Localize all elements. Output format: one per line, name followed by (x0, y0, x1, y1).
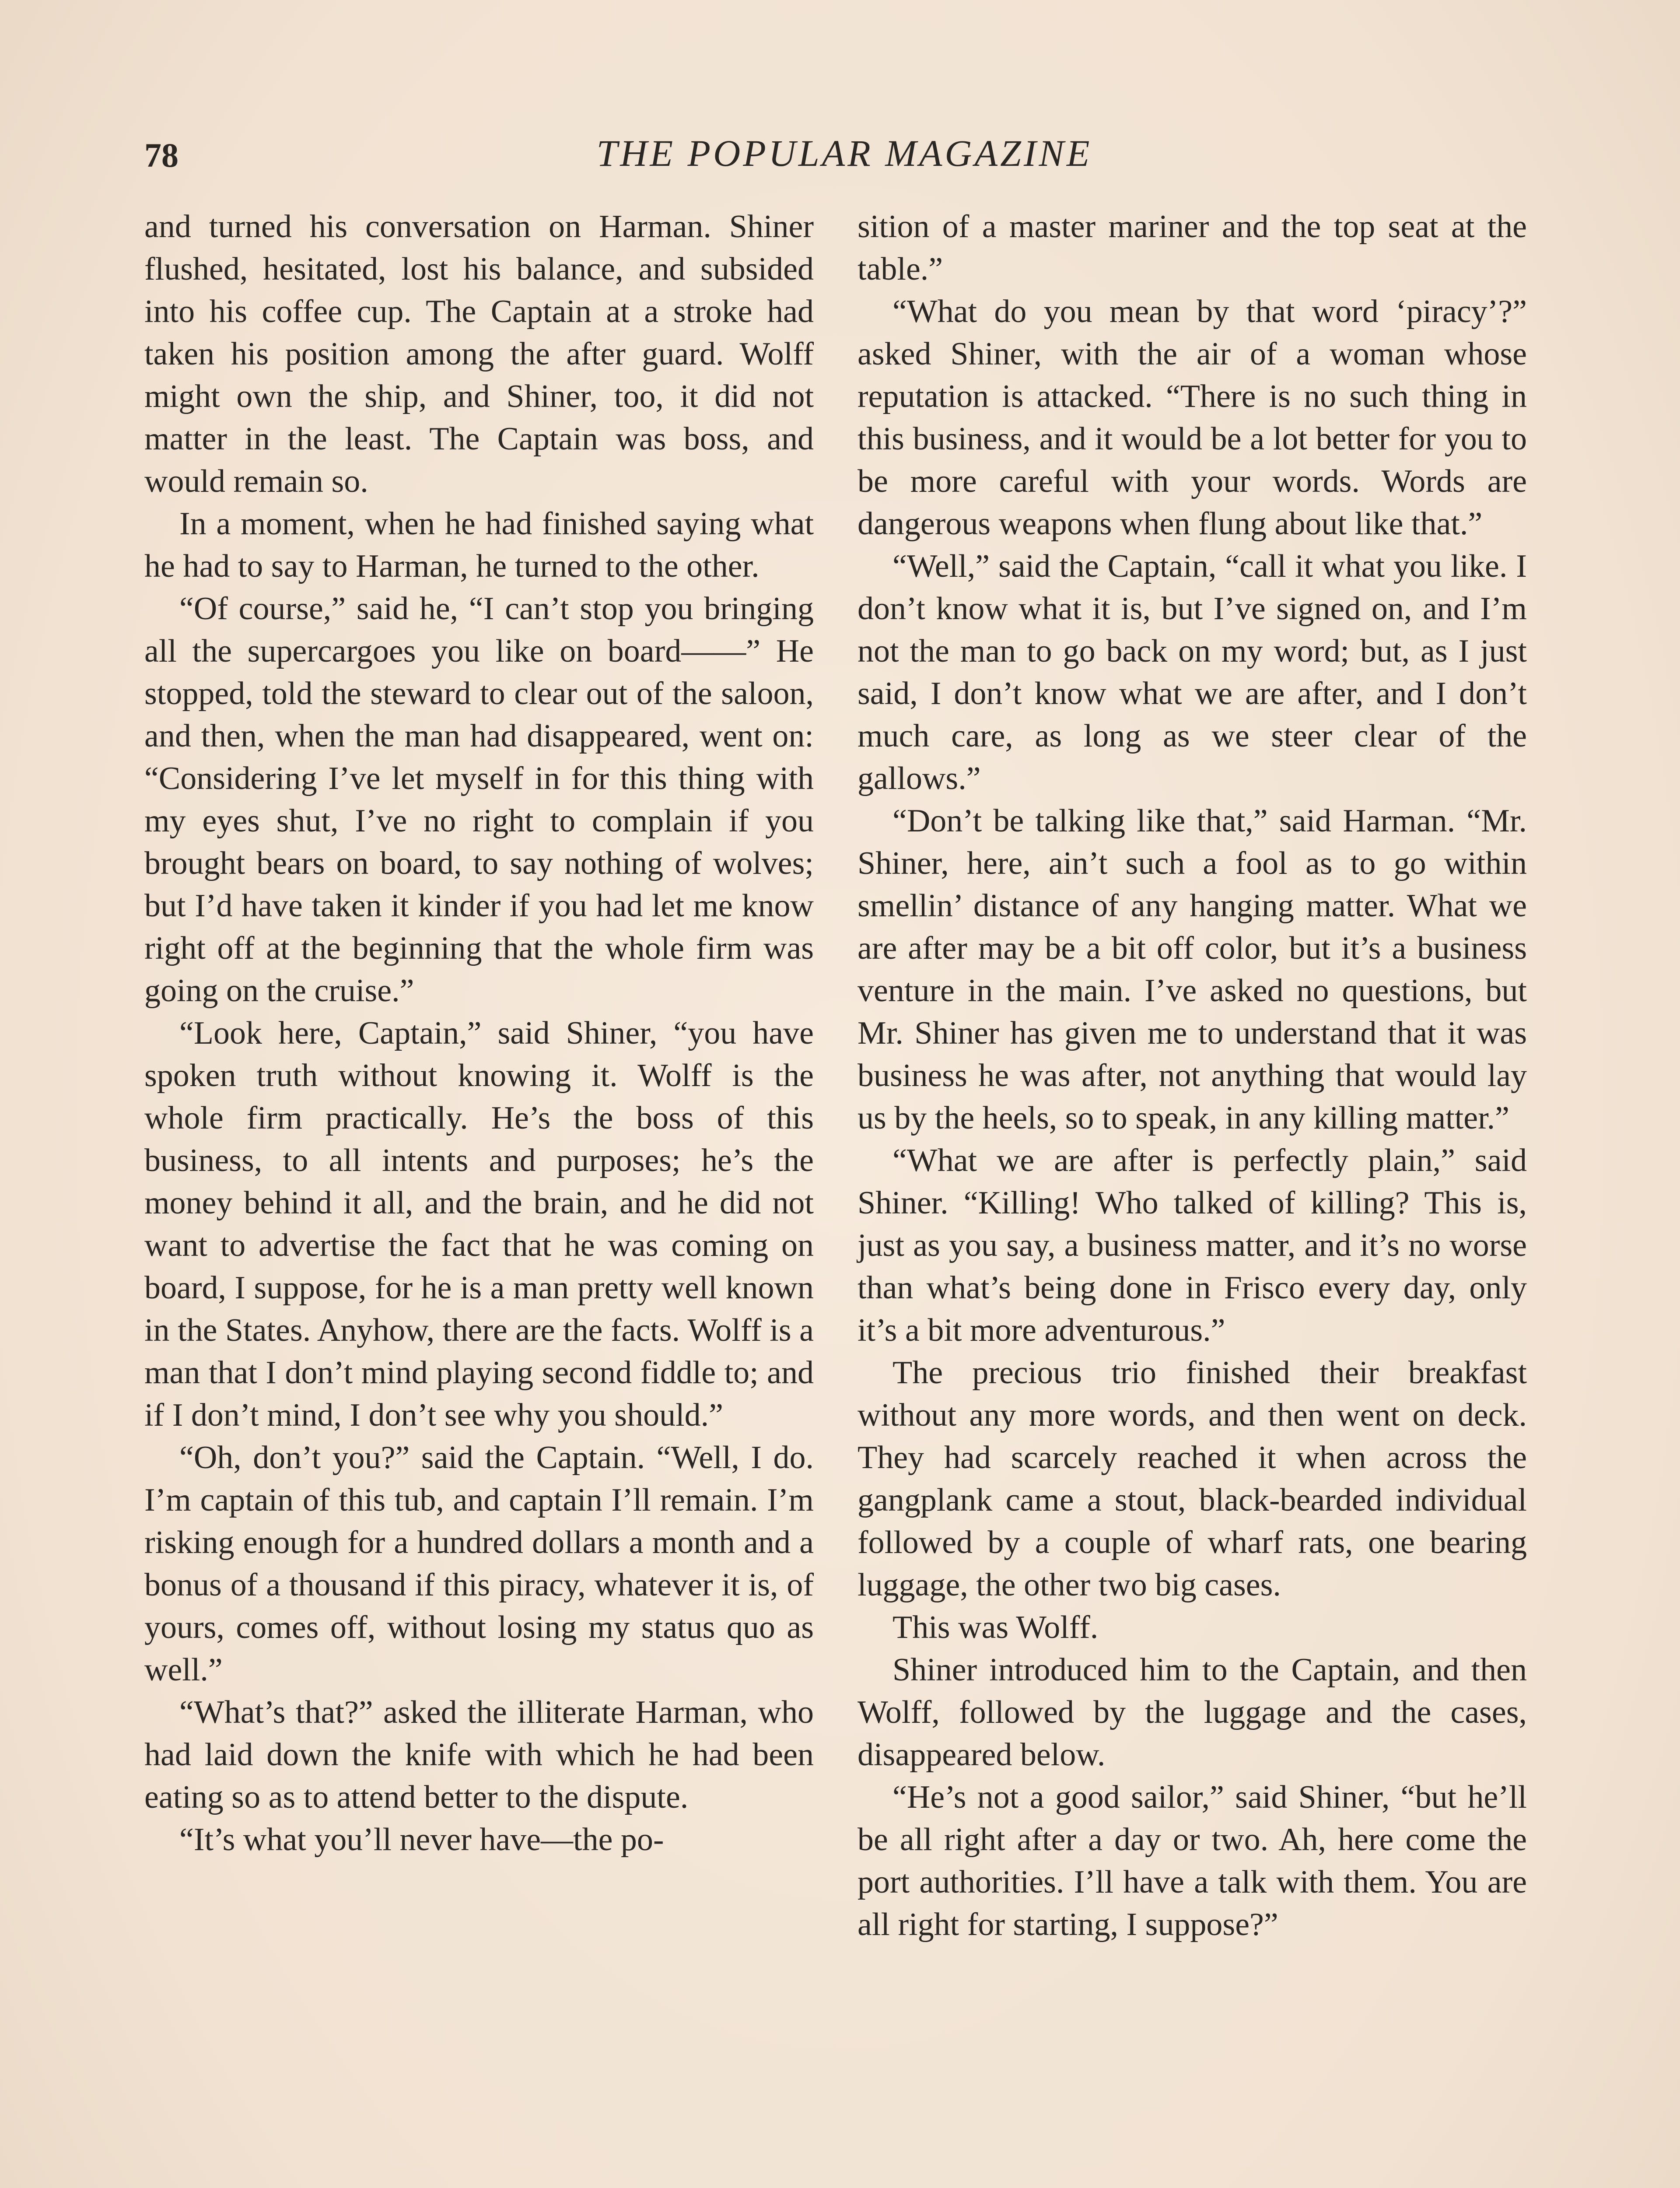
paragraph: and turned his conversation on Harman. Shiner flushed, hesitated, lost his balance, and subsided into his coffee cup. The Captain at a stroke had taken his position among the after guard. Wolff might own the ship, and Shiner, too, it did not matter in the least. The Captain was boss, and would remain so. (144, 209, 814, 499)
right-column (858, 206, 1527, 1946)
paragraph: In a moment, when he had finished saying what he had to say to Harman, he turned to the other. (144, 506, 814, 584)
paragraph: “Look here, Captain,” said Shiner, “you have spoken truth without knowing it. Wolff is the whole firm practically. He’s the boss of this business, to all intents and purposes; he’s the money behind it all, and the brain, and he did not want to advertise the fact that he was coming on board, I suppose, for he is a man pretty well known in the States. Anyhow, there are the facts. Wolff is a man that I don’t mind playing second fiddle to; and if I don’t mind, I don’t see why you should.” (144, 1015, 814, 1433)
left-column (144, 206, 814, 1861)
paragraph: “Well,” said the Captain, “call it what you like. I don’t know what it is, but I’ve signed on, and I’m not the man to go back on my word; but, as I just said, I don’t know what we are after, and I don’t much care, as long as we steer clear of the gallows.” (858, 548, 1527, 796)
paragraph: This was Wolff. (892, 1609, 1099, 1645)
paragraph: “Of course,” said he, “I can’t stop you bringing all the supercargoes you like on board——” He stopped, told the steward to clear out of the saloon, and then, when the man had disappeared, went on: “Considering I’ve let myself in for this thing with my eyes shut, I’ve no right to complain if you brought bears on board, to say nothing of wolves; but I’d have taken it kinder if you had let me know right off at the beginning that the whole firm was going on the cruise.” (144, 591, 814, 1009)
paragraph: sition of a master mariner and the top seat at the table.” (858, 209, 1527, 287)
paragraph: “What we are after is perfectly plain,” said Shiner. “Killing! Who talked of killing? This is, just as you say, a business matter, and it’s no worse than what’s being done in Frisco every day, only it’s a bit more adventurous.” (858, 1143, 1527, 1348)
paragraph: “What’s that?” asked the illiterate Harman, who had laid down the knife with which he had been eating so as to attend better to the dispute. (144, 1694, 814, 1815)
paragraph: Shiner introduced him to the Captain, and then Wolff, followed by the luggage and the cases, disappeared below. (858, 1652, 1527, 1773)
paragraph: The precious trio finished their breakfast without any more words, and then went on deck. They had scarcely reached it when across the gangplank came a stout, black-bearded individual followed by a couple of wharf rats, one bearing luggage, the other two big cases. (858, 1355, 1527, 1603)
running-head: THE POPULAR MAGAZINE (596, 132, 1092, 174)
paragraph: “He’s not a good sailor,” said Shiner, “but he’ll be all right after a day or two. Ah, here come the port authorities. I’ll have a talk with them. You are all right for starting, I suppose?” (858, 1779, 1527, 1943)
paragraph: “Don’t be talking like that,” said Harman. “Mr. Shiner, here, ain’t such a fool as to go within smellin’ distance of any hanging matter. What we are after may be a bit off color, but it’s a business venture in the main. I’ve asked no questions, but Mr. Shiner has given me to understand that it was business he was after, not anything that would lay us by the heels, so to speak, in any killing matter.” (858, 803, 1527, 1136)
paragraph: “What do you mean by that word ‘piracy’?” asked Shiner, with the air of a woman whose reputation is attacked. “There is no such thing in this business, and it would be a lot better for you to be more careful with your words. Words are dangerous weapons when flung about like that.” (858, 294, 1527, 542)
page-header (144, 131, 1544, 188)
paragraph: “It’s what you’ll never have—the po- (179, 1822, 664, 1858)
paragraph: “Oh, don’t you?” said the Captain. “Well, I do. I’m captain of this tub, and captain I’ll remain. I’m risking enough for a hundred dollars a month and a bonus of a thousand if this piracy, whatever it is, of yours, comes off, without losing my status quo as well.” (144, 1440, 814, 1688)
page-number: 78 (144, 136, 178, 174)
